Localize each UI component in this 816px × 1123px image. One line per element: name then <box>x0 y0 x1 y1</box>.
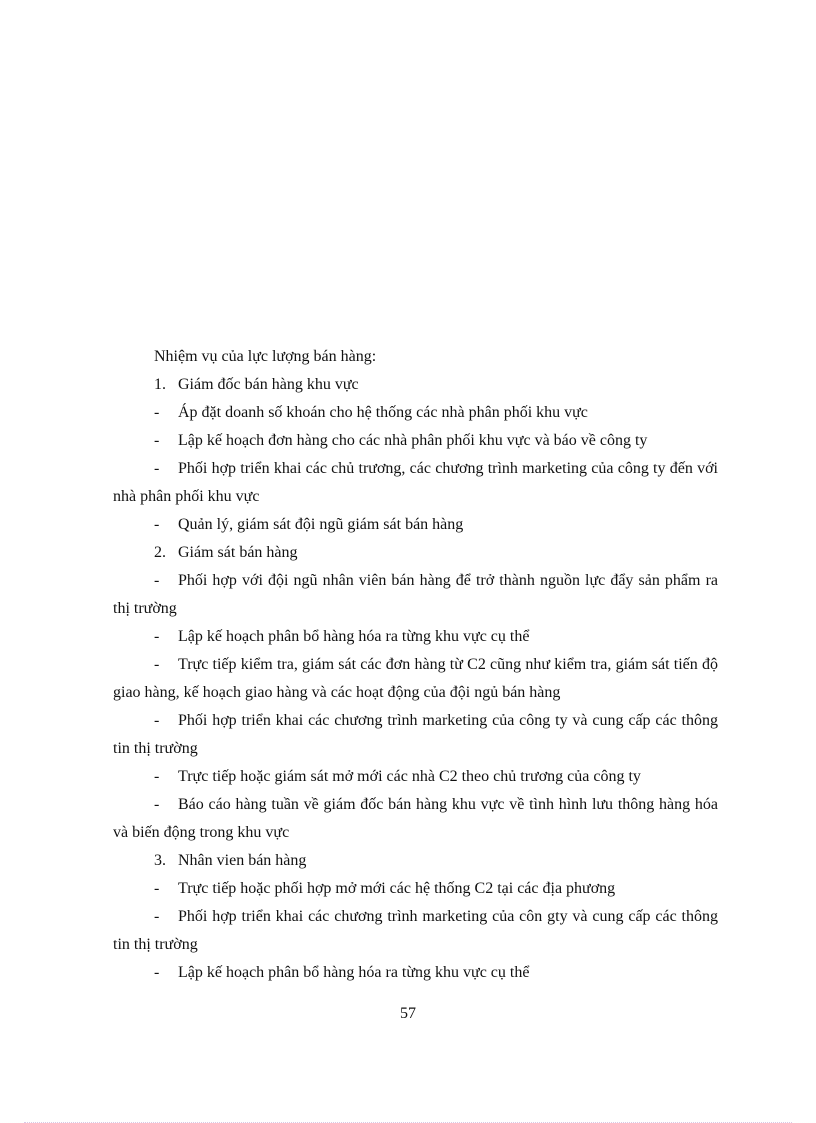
section-heading-3 <box>113 847 718 875</box>
bullet-item: - Trực tiếp kiểm tra, giám sát các đơn hàng từ C2 cũng như kiểm tra, giám sát tiến độ giao hàng, kế hoạch giao hàng và các hoạt động của đội ngủ bán hàng <box>113 651 718 707</box>
section-number: 2. <box>154 544 166 561</box>
dash-marker: - <box>154 908 160 925</box>
section-heading-2 <box>113 539 718 567</box>
dash-marker: - <box>154 768 160 785</box>
dash-marker: - <box>154 516 160 533</box>
dash-marker: - <box>154 432 160 449</box>
bullet-item: - Áp đặt doanh số khoán cho hệ thống các nhà phân phối khu vực <box>113 399 718 427</box>
section-number: 3. <box>154 852 166 869</box>
section-title: Giám sát bán hàng <box>178 544 298 561</box>
section-heading-1 <box>113 371 718 399</box>
page-body <box>113 343 718 987</box>
section-title: Giám đốc bán hàng khu vực <box>178 376 359 393</box>
bullet-item: - Báo cáo hàng tuần về giám đốc bán hàng khu vực về tình hình lưu thông hàng hóa và biến động trong khu vực <box>113 791 718 847</box>
dash-marker: - <box>154 712 160 729</box>
bullet-item: - Phối hợp triển khai các chương trình marketing của công ty và cung cấp các thông tin thị trường <box>113 707 718 763</box>
bullet-item: - Lập kế hoạch đơn hàng cho các nhà phân phối khu vực và báo về công ty <box>113 427 718 455</box>
page-number: 57 <box>400 1005 416 1022</box>
bullet-item: - Quản lý, giám sát đội ngũ giám sát bán hàng <box>113 511 718 539</box>
dash-marker: - <box>154 796 160 813</box>
section-number: 1. <box>154 376 166 393</box>
bullet-item: - Phối hợp với đội ngũ nhân viên bán hàng để trở thành nguồn lực đẩy sản phẩm ra thị trường <box>113 567 718 623</box>
section-title: Nhân vien bán hàng <box>178 852 307 869</box>
bullet-item: - Trực tiếp hoặc phối hợp mở mới các hệ thống C2 tại các địa phương <box>113 875 718 903</box>
dash-marker: - <box>154 460 160 477</box>
bullet-item: - Lập kế hoạch phân bổ hàng hóa ra từng khu vực cụ thể <box>113 959 718 987</box>
bullet-item: - Phối hợp triển khai các chủ trương, các chương trình marketing của công ty đến với nhà phân phối khu vực <box>113 455 718 511</box>
dash-marker: - <box>154 628 160 645</box>
dash-marker: - <box>154 964 160 981</box>
dash-marker: - <box>154 656 160 673</box>
bullet-item: - Phối hợp triển khai các chương trình marketing của côn gty và cung cấp các thông tin thị trường <box>113 903 718 959</box>
dash-marker: - <box>154 880 160 897</box>
bullet-item: - Lập kế hoạch phân bổ hàng hóa ra từng khu vực cụ thể <box>113 623 718 651</box>
bullet-item: - Trực tiếp hoặc giám sát mở mới các nhà C2 theo chủ trương của công ty <box>113 763 718 791</box>
dash-marker: - <box>154 572 160 589</box>
dash-marker: - <box>154 404 160 421</box>
intro-heading: Nhiệm vụ của lực lượng bán hàng: <box>154 348 377 365</box>
